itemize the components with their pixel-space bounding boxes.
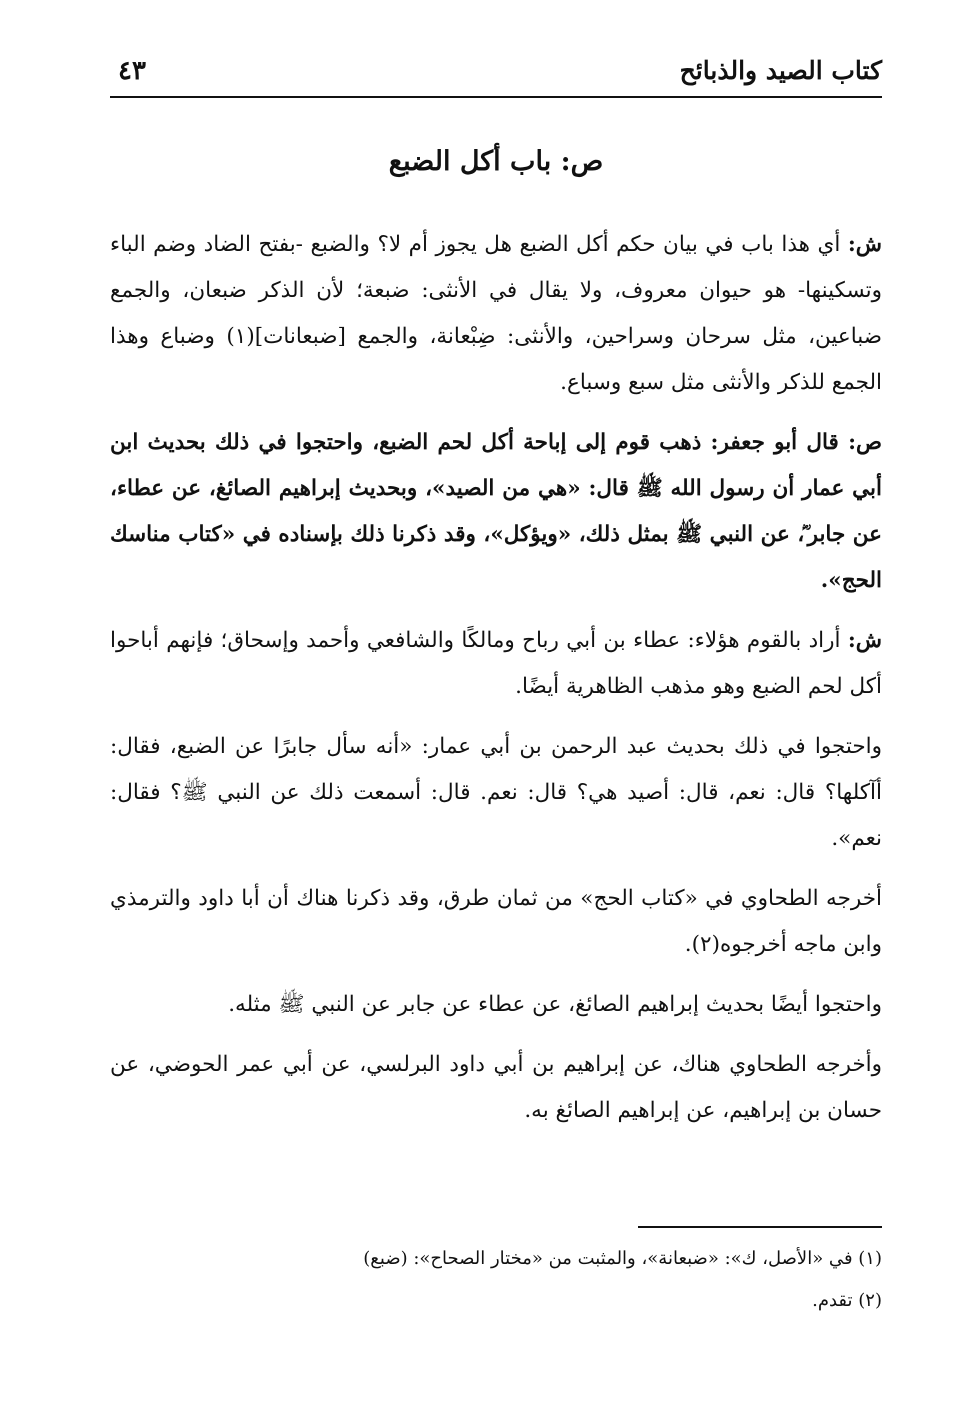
- section-heading: ص: باب أكل الضبع: [388, 146, 604, 177]
- paragraph: [110, 420, 882, 604]
- paragraph-text: أي هذا باب في بيان حكم أكل الضبع هل يجوز أم لا؟ والضبع -بفتح الضاد وضم الباء وتسكينها- هو حيوان معروف، ولا يقال في الأنثى: ضبعة؛ لأن الذكر ضبعان، والجمع ضباعين، مثل سرحان وسراحين، والأنثى: ضِبْعانة، والجمع [ضبعانات](١) وضباع وهذا الجمع للذكر والأنثى مثل سبع وسباع.: [110, 232, 882, 395]
- paragraph-text: أخرجه الطحاوي في «كتاب الحج» من ثمان طرق، وقد ذكرنا هناك أن أبا داود والترمذي وابن ماجه أخرجوه(٢).: [110, 886, 882, 957]
- paragraph-text: وأخرجه الطحاوي هناك، عن إبراهيم بن أبي داود البرلسي، عن أبي عمر الحوضي، عن حسان بن إبراهيم، عن إبراهيم الصائغ به.: [110, 1052, 882, 1123]
- paragraph-marker: ش:: [847, 628, 882, 653]
- paragraph-marker: ش:: [847, 232, 882, 257]
- paragraph: [110, 618, 882, 710]
- paragraph-text: واحتجوا في ذلك بحديث عبد الرحمن بن أبي عمار: «أنه سأل جابرًا عن الضبع، فقال: أآكلها؟ قال: نعم، قال: أصيد هي؟ قال: نعم. قال: أسمعت ذلك عن النبي ﷺ؟ فقال: نعم».: [110, 734, 882, 851]
- paragraph: [110, 1042, 882, 1134]
- footnote-divider: [638, 1226, 882, 1228]
- body-text: [110, 222, 882, 1148]
- paragraph-text: أراد بالقوم هؤلاء: عطاء بن أبي رباح ومالكًا والشافعي وأحمد وإسحاق؛ فإنهم أباحوا أكل لحم الضبع وهو مذهب الظاهرية أيضًا.: [110, 628, 882, 699]
- paragraph: [110, 724, 882, 862]
- footnotes: [110, 1238, 882, 1322]
- footnote: (٢) تقدم.: [812, 1290, 882, 1311]
- page-number: ٤٣: [118, 56, 146, 86]
- paragraph-text: واحتجوا أيضًا بحديث إبراهيم الصائغ، عن عطاء عن جابر عن النبي ﷺ مثله.: [228, 992, 882, 1017]
- paragraph: [110, 876, 882, 968]
- paragraph: [110, 222, 882, 406]
- running-title: كتاب الصيد والذبائح: [679, 56, 882, 85]
- footnote: (١) في «الأصل، ك»: «ضبعانة»، والمثبت من «مختار الصحاح»: (ضبع): [363, 1248, 882, 1269]
- paragraph: [110, 982, 882, 1028]
- paragraph-marker: ص:: [848, 430, 882, 455]
- running-head: [110, 52, 882, 98]
- paragraph-text: قال أبو جعفر: ذهب قوم إلى إباحة أكل لحم الضبع، واحتجوا في ذلك بحديث ابن أبي عمار أن رسول الله ﷺ قال: «هي من الصيد»، وبحديث إبراهيم الصائغ، عن عطاء، عن جابر ؓ، عن النبي ﷺ بمثل ذلك، «ويؤكل»، وقد ذكرنا ذلك بإسناده في «كتاب مناسك الحج».: [110, 430, 882, 593]
